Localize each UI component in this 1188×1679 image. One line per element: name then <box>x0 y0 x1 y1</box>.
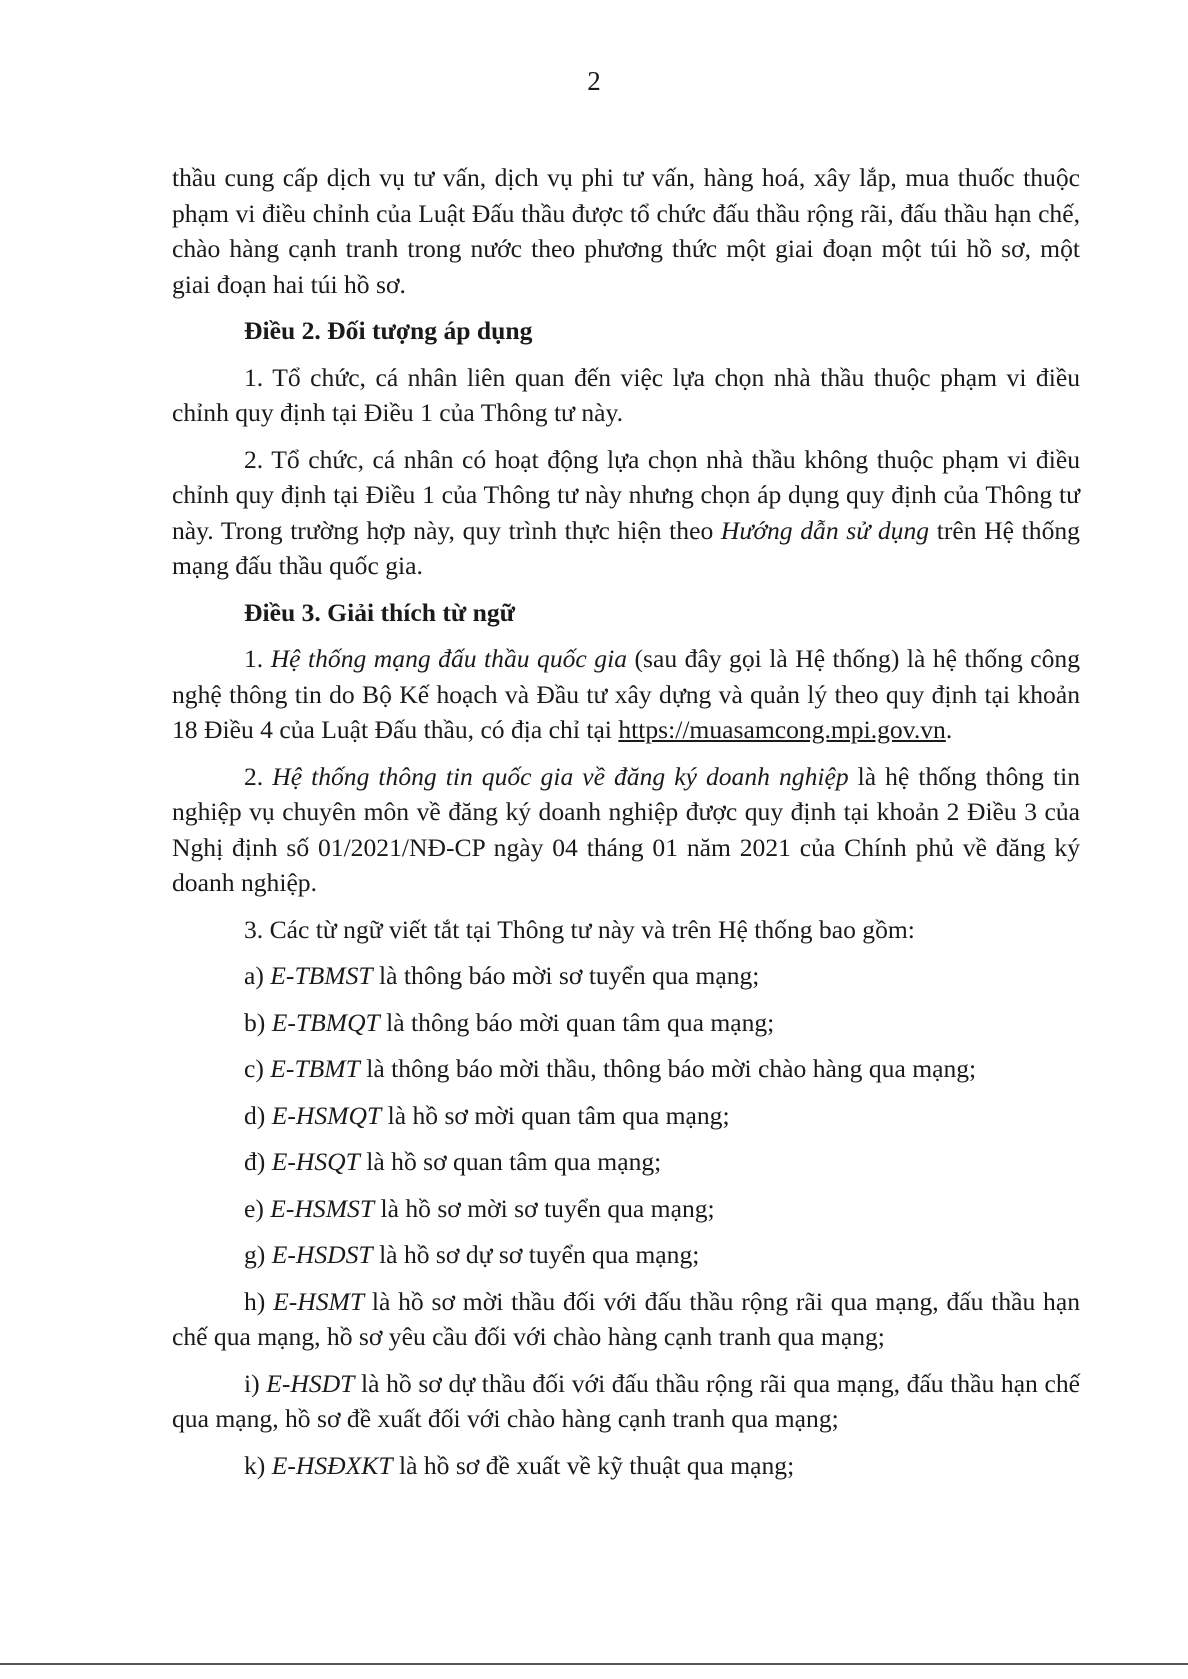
definition-text: (sau đây gọi là Hệ thống) là hệ thống công nghệ thông tin do Bộ Kế hoạch và Đầu tư xây dựng và quản lý theo quy định tại khoản 18 Điều 4 của Luật Đấu thầu, có địa chỉ tại <box>172 644 1081 744</box>
item-label: a) <box>244 961 271 990</box>
item-text: là hồ sơ mời quan tâm qua mạng; <box>381 1100 730 1130</box>
item-text: là hồ sơ dự thầu đối với đấu thầu rộng rãi qua mạng, đấu thầu hạn chế qua mạng, hồ sơ đề xuất đối với chào hàng cạnh tranh qua mạng; <box>172 1368 1080 1433</box>
item-label: h) <box>244 1286 274 1316</box>
abbreviation-item <box>172 1237 1080 1273</box>
abbreviation-list <box>172 958 1080 1483</box>
item-text: là hồ sơ dự sơ tuyển qua mạng; <box>372 1240 700 1269</box>
item-term: E-HSMST <box>270 1193 375 1223</box>
definition-end: . <box>945 715 953 744</box>
definition-number: 1. <box>244 644 271 673</box>
item-label: đ) <box>244 1147 272 1176</box>
definition-text: là hệ thống thông tin nghiệp vụ chuyên môn về đăng ký doanh nghiệp được quy định tại khoản 2 Điều 3 của Nghị định số 01/2021/NĐ-CP ngày 04 tháng 01 năm 2021 của Chính phủ về đăng ký doanh nghiệp. <box>172 761 1080 897</box>
page-bottom-edge <box>0 1663 1188 1665</box>
item-label: d) <box>244 1100 272 1130</box>
item-term: E-HSĐXKT <box>271 1450 393 1480</box>
article-2-clause-1: 1. Tổ chức, cá nhân liên quan đến việc lựa chọn nhà thầu thuộc phạm vi điều chỉnh quy định tại Điều 1 của Thông tư này. <box>172 362 1080 427</box>
article-3-heading: Điều 3. Giải thích từ ngữ <box>244 597 516 627</box>
definition-term: Hệ thống mạng đấu thầu quốc gia <box>270 644 627 673</box>
abbreviation-item <box>172 1098 1080 1134</box>
item-term: E-HSMT <box>273 1286 365 1316</box>
item-term: E-TBMT <box>270 1054 360 1083</box>
definition-number: 2. <box>244 761 273 791</box>
abbreviation-item <box>172 1005 1080 1041</box>
clause-text: 2. Tổ chức, cá nhân có hoạt động lựa chọn nhà thầu không thuộc phạm vi điều chỉnh quy định tại Điều 1 của Thông tư này nhưng chọn áp dụng quy định của Thông tư này. Trong trường hợp này, quy trình thực hiện theo <box>172 444 1080 545</box>
definition-term: Hệ thống thông tin quốc gia về đăng ký doanh nghiệp <box>272 761 849 791</box>
item-term: E-HSDT <box>266 1368 355 1398</box>
item-text: là thông báo mời quan tâm qua mạng; <box>379 1007 775 1037</box>
item-term: E-HSDST <box>271 1240 373 1269</box>
item-text: là thông báo mời thầu, thông báo mời chào hàng qua mạng; <box>359 1054 977 1083</box>
item-label: k) <box>244 1450 272 1480</box>
item-label: c) <box>244 1054 271 1083</box>
item-label: e) <box>244 1193 271 1223</box>
abbreviation-item <box>172 1448 1080 1484</box>
item-term: E-HSQT <box>271 1147 360 1176</box>
document-body <box>172 160 1080 1483</box>
clause-text: trên Hệ thống mạng đấu thầu quốc gia. <box>172 515 1080 580</box>
item-term: E-TBMST <box>270 961 373 990</box>
item-term: E-HSMQT <box>271 1100 382 1130</box>
abbreviation-item <box>172 1051 1080 1087</box>
system-url-link[interactable]: https://muasamcong.mpi.gov.vn <box>618 715 946 744</box>
clause-italic: Hướng dẫn sử dụng <box>720 515 930 545</box>
abbreviation-item <box>172 1144 1080 1180</box>
item-text: là hồ sơ đề xuất về kỹ thuật qua mạng; <box>392 1450 795 1480</box>
abbreviation-item <box>172 1366 1080 1437</box>
item-term: E-TBMQT <box>271 1007 380 1037</box>
item-text: là hồ sơ mời sơ tuyển qua mạng; <box>374 1193 715 1223</box>
page-number: 2 <box>587 66 601 96</box>
abbreviation-item <box>172 1191 1080 1227</box>
item-label: g) <box>244 1240 272 1269</box>
item-label: b) <box>244 1007 272 1037</box>
abbreviation-item <box>172 958 1080 994</box>
intro-paragraph: thầu cung cấp dịch vụ tư vấn, dịch vụ phi tư vấn, hàng hoá, xây lắp, mua thuốc thuộc phạm vi điều chỉnh của Luật Đấu thầu được tổ chức đấu thầu rộng rãi, đấu thầu hạn chế, chào hàng cạnh tranh trong nước theo phương thức một giai đoạn một túi hồ sơ, một giai đoạn hai túi hồ sơ. <box>172 163 1080 299</box>
article-2-heading: Điều 2. Đối tượng áp dụng <box>244 316 533 345</box>
item-text: là thông báo mời sơ tuyển qua mạng; <box>372 961 760 990</box>
article-2-clause-2 <box>172 442 1080 584</box>
definition-3-intro: 3. Các từ ngữ viết tắt tại Thông tư này và trên Hệ thống bao gồm: <box>244 914 915 944</box>
item-text: là hồ sơ quan tâm qua mạng; <box>359 1147 662 1176</box>
item-text: là hồ sơ mời thầu đối với đấu thầu rộng rãi qua mạng, đấu thầu hạn chế qua mạng, hồ sơ yêu cầu đối với chào hàng cạnh tranh qua mạng; <box>172 1286 1081 1351</box>
definition-1 <box>172 641 1080 748</box>
abbreviation-item <box>172 1284 1080 1355</box>
definition-2 <box>172 759 1080 901</box>
item-label: i) <box>244 1368 267 1398</box>
